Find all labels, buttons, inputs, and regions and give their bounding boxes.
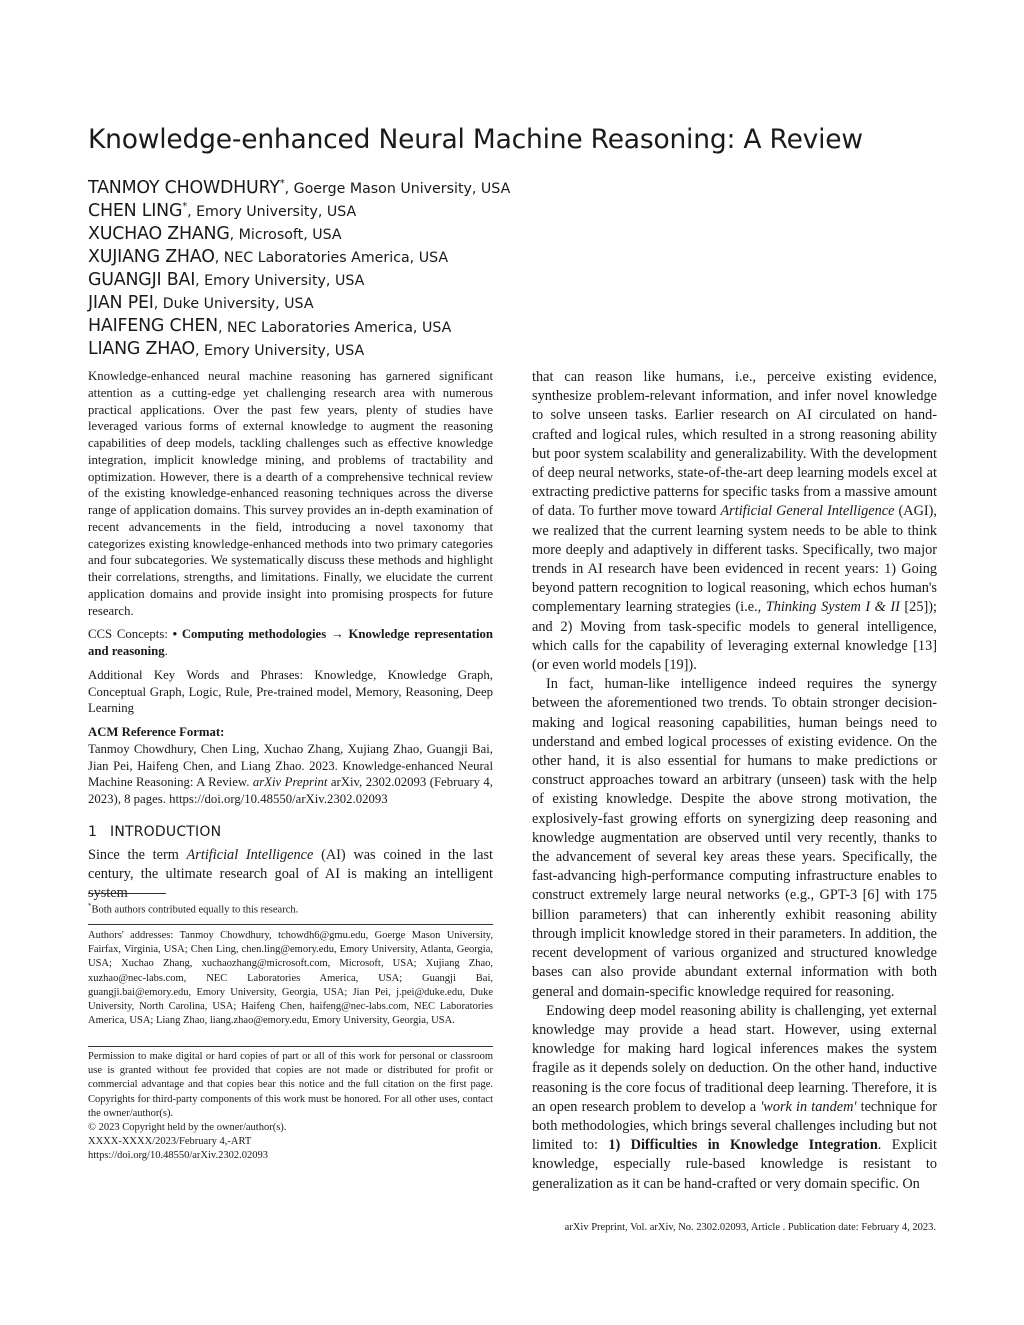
author-addresses: Authors' addresses: Tanmoy Chowdhury, tchowdh6@gmu.edu, Goerge Mason University, Fairfax, Virginia, USA; Chen Ling, chen.ling@emory.edu, Emory University, Atlanta, Georgia, USA; Xuchao Zhang, xuchaozhang@microsoft.com, Microsoft, USA; Xujiang Zhao, xuzhao@nec-labs.com, NEC Laboratories America, USA; Guangji Bai, guangji.bai@emory.edu, Emory University, Georgia, USA; Jian Pei, j.pei@duke.edu, Duke University, North Carolina, USA; Haifeng Chen, haifeng@nec-labs.com, NEC Laboratories America, USA; Liang Zhao, liang.zhao@emory.edu, Emory University, Georgia, USA. <box>88 930 493 1027</box>
copyright-line: © 2023 Copyright held by the owner/author(s). <box>88 1122 287 1134</box>
permission-block <box>88 1050 493 1164</box>
author-entry <box>88 241 788 268</box>
author-affiliation: , Emory University, USA <box>187 203 357 220</box>
author-affiliation: , Emory University, USA <box>195 273 365 290</box>
author-name: HAIFENG CHEN <box>88 316 218 337</box>
author-name: XUJIANG ZHAO <box>88 247 215 268</box>
author-name: LIANG ZHAO <box>88 339 195 360</box>
author-entry <box>88 311 788 337</box>
doi-link[interactable]: https://doi.org/10.48550/arXiv.2302.02093 <box>88 1150 268 1162</box>
acm-reference-heading: ACM Reference Format: <box>88 725 225 739</box>
author-name: XUCHAO ZHANG <box>88 223 230 244</box>
author-entry <box>88 287 788 314</box>
abstract: Knowledge-enhanced neural machine reasoning has garnered significant attention as a cutting-edge yet challenging research area with numerous practical applications. Over the past few years, plenty of studies have leveraged various forms of external knowledge to augment the reasoning capabilities of deep models, tackling challenges such as effective knowledge integration, implicit knowledge mining, and problems of tractability and optimization. However, there is a dearth of a comprehensive technical review of the existing knowledge-enhanced reasoning techniques across the diverse range of application domains. This survey provides an in-depth examination of recent advancements in the field, introducing a novel taxonomy that categorizes existing knowledge-enhanced methods into two primary categories and four subcategories. We systematically discuss these methods and highlight their correlations, strengths, and limitations. Finally, we elucidate the current application domains and provide insight into promising prospects for future research. <box>88 369 493 618</box>
author-entry <box>88 195 788 221</box>
author-list <box>88 172 788 360</box>
author-affiliation: , Emory University, USA <box>195 342 365 359</box>
article-code: XXXX-XXXX/2023/February 4,-ART <box>88 1136 252 1148</box>
author-affiliation: , NEC Laboratories America, USA <box>217 319 452 336</box>
author-name: CHEN LING* <box>88 200 188 221</box>
keywords: Additional Key Words and Phrases: Knowledge, Knowledge Graph, Conceptual Graph, Logic, Rule, Pre-trained model, Memory, Reasoning, Deep Learning <box>88 667 493 716</box>
permission-rule <box>88 1046 493 1047</box>
author-name: GUANGJI BAI <box>88 270 196 291</box>
footnote-rule <box>88 893 166 894</box>
intro-paragraph: Since the term Artificial Intelligence (AI) was coined in the last century, the ultimate research goal of AI is making an intelligent system <box>88 846 493 902</box>
body-paragraph: that can reason like humans, i.e., perceive existing evidence, synthesize problem-relevant information, and infer novel knowledge to solve unseen tasks. Earlier research on AI circulated on hand-crafted and logical rules, which resulted in a strong reasoning ability but poor system scalability and generalizability. With the development of deep neural networks, state-of-the-art deep learning models excel at extracting predictive patterns for specific tasks from a massive amount of data. To further move toward Artificial General Intelligence (AGI), we realized that the current learning system needs to be able to think more deeply and adaptively in different tasks. Specifically, two major trends in AI research have been evidenced in recent years: 1) Going beyond pattern recognition to logical reasoning, which echos human's complementary learning strategies (i.e., Thinking System I & II [25]); and 2) Moving from task-specific models to general intelligence, which calls for the capability of leveraging external knowledge [13] (or even world models [19]). <box>532 369 937 674</box>
body-paragraph: In fact, human-like intelligence indeed requires the synergy between the aforementioned two trends. To obtain stronger decision-making and logical reasoning capabilities, human beings need to understand and embed logical processes of existing evidence. On the other hand, it is also essential for humans to make predictions or construct approaches toward an arbitrary (unseen) task with the help of existing knowledge. Despite the above strong motivation, the explosively-fast growing efforts on synergizing deep reasoning and knowledge augmentation are observed until very recently, thanks to the advancement of several key areas these years. Specifically, the fast-advancing high-performance computing infrastructure enables to construct extremely large neural networks (e.g., GPT-3 [6] with 175 billion parameters) that can inherently exhibit reasoning ability through implicit knowledge stored in their parameters. In addition, the recent development of various organized and structured knowledge bases can also provide abundant external information with both general and domain-specific knowledge required for reasoning. <box>532 676 937 1000</box>
author-affiliation: , NEC Laboratories America, USA <box>214 250 449 267</box>
author-entry <box>88 264 788 291</box>
author-affiliation: , Duke University, USA <box>153 296 314 313</box>
page-footer: arXiv Preprint, Vol. arXiv, No. 2302.02093, Article . Publication date: February 4, 2023. <box>564 1222 936 1233</box>
author-affiliation: , Microsoft, USA <box>229 226 342 243</box>
right-column <box>532 368 937 1194</box>
footnote: *Both authors contributed equally to this research. <box>88 902 299 916</box>
author-name: JIAN PEI <box>88 293 154 314</box>
paper-title: Knowledge-enhanced Neural Machine Reasoning: A Review <box>88 124 863 155</box>
body-paragraph: Endowing deep model reasoning ability is challenging, yet external knowledge may provide a head start. However, using external knowledge for making hard logical inferences makes the system fragile as it depends solely on deduction. On the other hand, inductive reasoning is the core focus of traditional deep learning. Therefore, it is an open research problem to develop a 'work in tandem' technique for both methodologies, which brings several challenges including but not limited to: 1) Difficulties in Knowledge Integration. Explicit knowledge, especially rule-based knowledge is resistant to generalization as it can be hand-crafted or very domain specific. On <box>532 1002 937 1192</box>
permission-notice: Permission to make digital or hard copies of part or all of this work for personal or classroom use is granted without fee provided that copies are not made or distributed for profit or commercial advantage and that copies bear this notice and the full citation on the first page. Copyrights for third-party components of this work must be honored. For all other uses, contact the owner/author(s). <box>88 1051 493 1119</box>
author-affiliation: , Goerge Mason University, USA <box>284 180 511 197</box>
author-name: TANMOY CHOWDHURY* <box>88 177 285 198</box>
author-entry <box>88 334 788 360</box>
author-entry <box>88 218 788 244</box>
addresses-rule <box>88 924 493 925</box>
section-heading: 1 INTRODUCTION <box>88 823 222 840</box>
left-column <box>88 368 493 903</box>
author-entry <box>88 172 788 198</box>
ccs-concepts: CCS Concepts: • Computing methodologies → Knowledge representation and reasoning. <box>88 627 493 658</box>
acm-reference: Tanmoy Chowdhury, Chen Ling, Xuchao Zhang, Xujiang Zhao, Guangji Bai, Jian Pei, Haifeng Chen, and Liang Zhao. 2023. Knowledge-enhanced Neural Machine Reasoning: A Review. arXiv Preprint arXiv, 2302.02093 (February 4, 2023), 8 pages. https://doi.org/10.48550/arXiv.2302.02093 <box>88 741 493 806</box>
